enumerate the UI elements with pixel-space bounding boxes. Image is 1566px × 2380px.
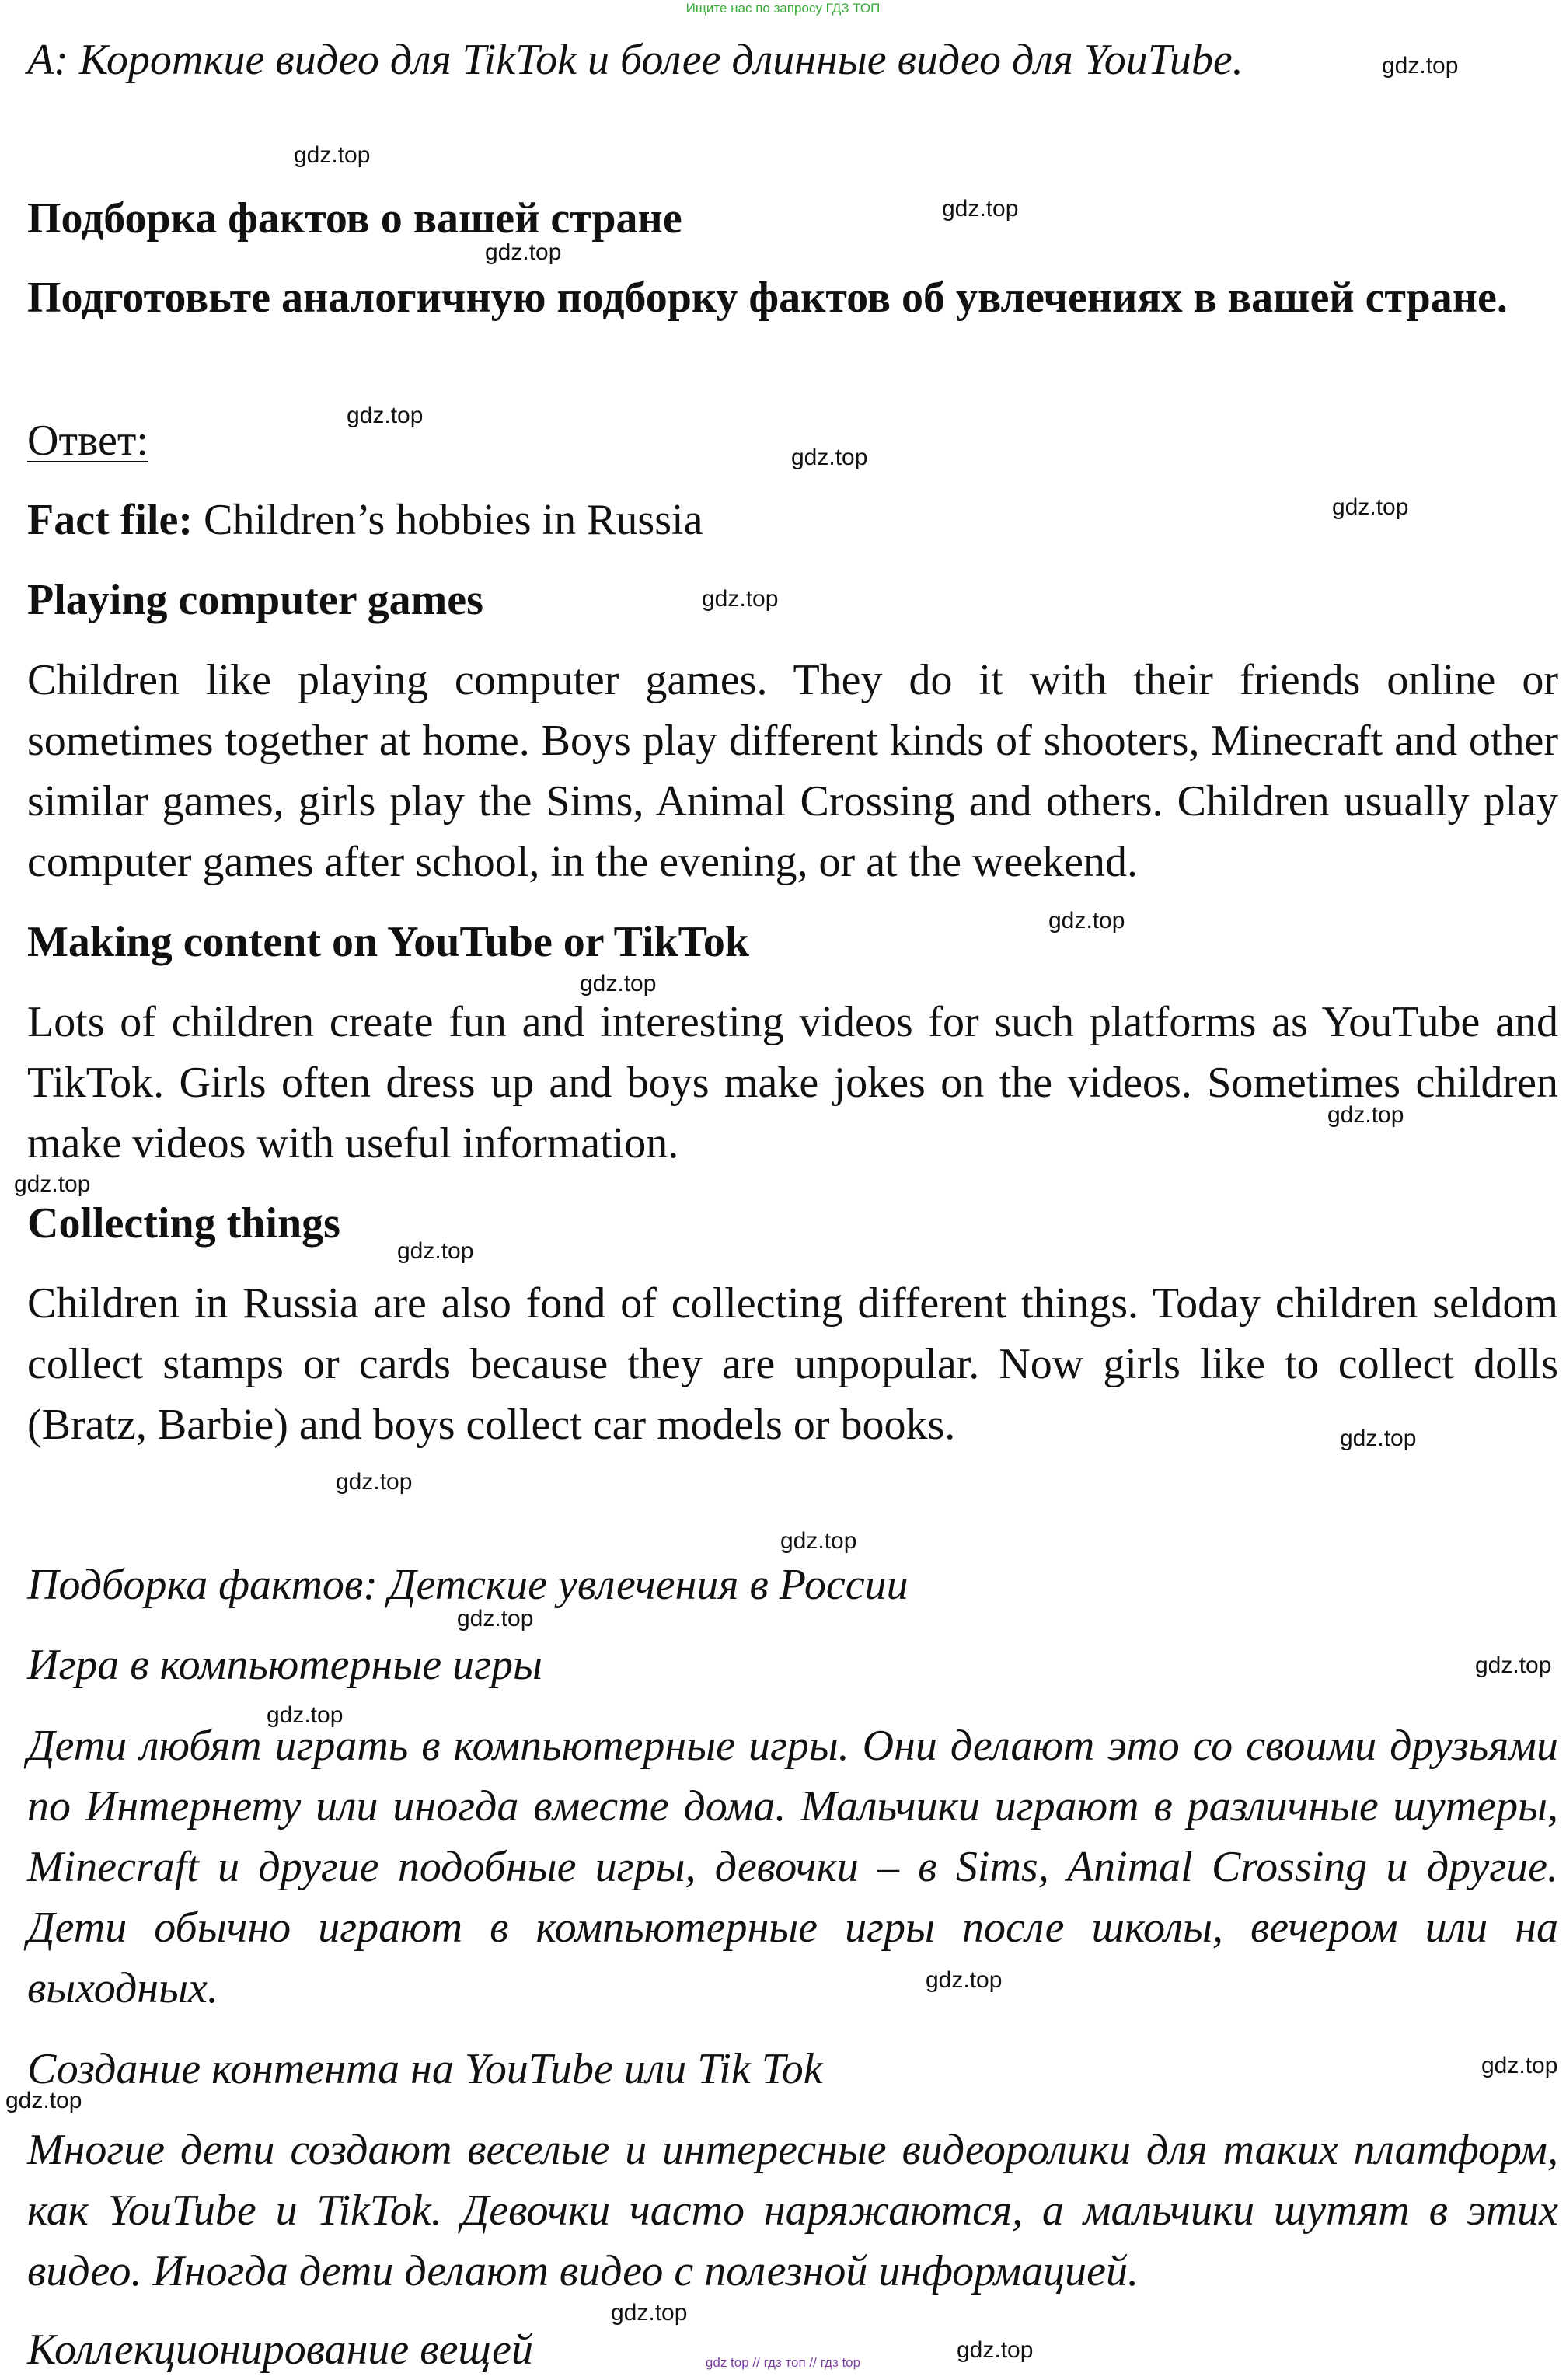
answer-label: Ответ: (27, 417, 148, 465)
watermark: gdz.top (14, 1171, 91, 1197)
en-paragraph-content: Lots of children create fun and interesting videos for such platforms as YouTube and TikTok. Girls often dress up and boys make jokes on the videos. Sometimes children make videos with useful information. (27, 998, 1558, 1167)
ru-heading-games: Игра в компьютерные игры (27, 1641, 542, 1689)
watermark: gdz.top (1340, 1426, 1417, 1451)
watermark: gdz.top (702, 586, 779, 612)
footer-banner: gdz top // гдз топ // гдз top (705, 2355, 861, 2370)
watermark: gdz.top (780, 1528, 857, 1554)
watermark: gdz.top (957, 2337, 1034, 2363)
en-paragraph-games: Children like playing computer games. They do it with their friends online or sometimes together at home. Boys play different kinds of shooters, Minecraft and other similar games, girls play the Sims, Animal Crossing and others. Children usually play computer games after school, in the evening, or at the weekend. (27, 656, 1558, 886)
section-heading: Подборка фактов о вашей стране (27, 194, 682, 243)
watermark: gdz.top (336, 1469, 413, 1495)
en-paragraph-collecting: Children in Russia are also fond of collecting different things. Today children seldom collect stamps or cards because they are unpopular. Now girls like to collect dolls (Bratz, Barbie) and boys collect car models or books. (27, 1279, 1558, 1449)
en-heading-games: Playing computer games (27, 576, 483, 624)
ru-heading-content: Создание контента на YouTube или Tik Tok (27, 2045, 823, 2093)
watermark: gdz.top (1382, 53, 1459, 79)
watermark: gdz.top (580, 971, 657, 996)
watermark: gdz.top (5, 2088, 82, 2113)
watermark: gdz.top (1475, 1652, 1552, 1678)
watermark: gdz.top (1481, 2053, 1558, 2078)
watermark: gdz.top (1327, 1102, 1404, 1128)
ru-heading-collecting: Коллекционирование вещей (27, 2326, 533, 2374)
fact-file-label: Fact file: (27, 496, 193, 544)
en-heading-collecting: Collecting things (27, 1199, 340, 1248)
search-hint-banner: Ищите нас по запросу ГДЗ ТОП (685, 1, 881, 16)
watermark: gdz.top (294, 142, 371, 168)
watermark: gdz.top (942, 196, 1019, 222)
fact-file-subject: Children’s hobbies in Russia (192, 496, 703, 544)
fact-file-title (27, 490, 703, 550)
watermark: gdz.top (485, 239, 562, 265)
watermark: gdz.top (1332, 494, 1409, 520)
watermark: gdz.top (926, 1967, 1003, 1993)
watermark: gdz.top (1048, 908, 1125, 934)
watermark: gdz.top (267, 1702, 344, 1728)
ru-paragraph-games: Дети любят играть в компьютерные игры. Они делают это со своими друзьями по Интернету или иногда вместе дома. Мальчики играют в различные шутеры, Minecraft и другие подобные игры, девочки – в Sims, Animal Crossing и другие. Дети обычно играют в компьютерные игры после школы, вечером или на выходных. (27, 1722, 1558, 2012)
ru-paragraph-content: Многие дети создают веселые и интересные видеоролики для таких платформ, как YouTube и TikTok. Девочки часто наряжаются, а мальчики шутят в этих видео. Иногда дети делают видео с полезной информацией. (27, 2126, 1558, 2295)
answer-line: А: Короткие видео для TikTok и более длинные видео для YouTube. (27, 36, 1243, 84)
watermark: gdz.top (457, 1606, 534, 1631)
watermark: gdz.top (791, 445, 868, 470)
en-heading-content: Making content on YouTube or TikTok (27, 918, 750, 966)
watermark: gdz.top (611, 2300, 688, 2326)
task-text: Подготовьте аналогичную подборку фактов об увлечениях в вашей стране. (27, 274, 1508, 322)
watermark: gdz.top (347, 403, 424, 428)
ru-title: Подборка фактов: Детские увлечения в России (27, 1561, 909, 1609)
watermark: gdz.top (397, 1238, 474, 1264)
